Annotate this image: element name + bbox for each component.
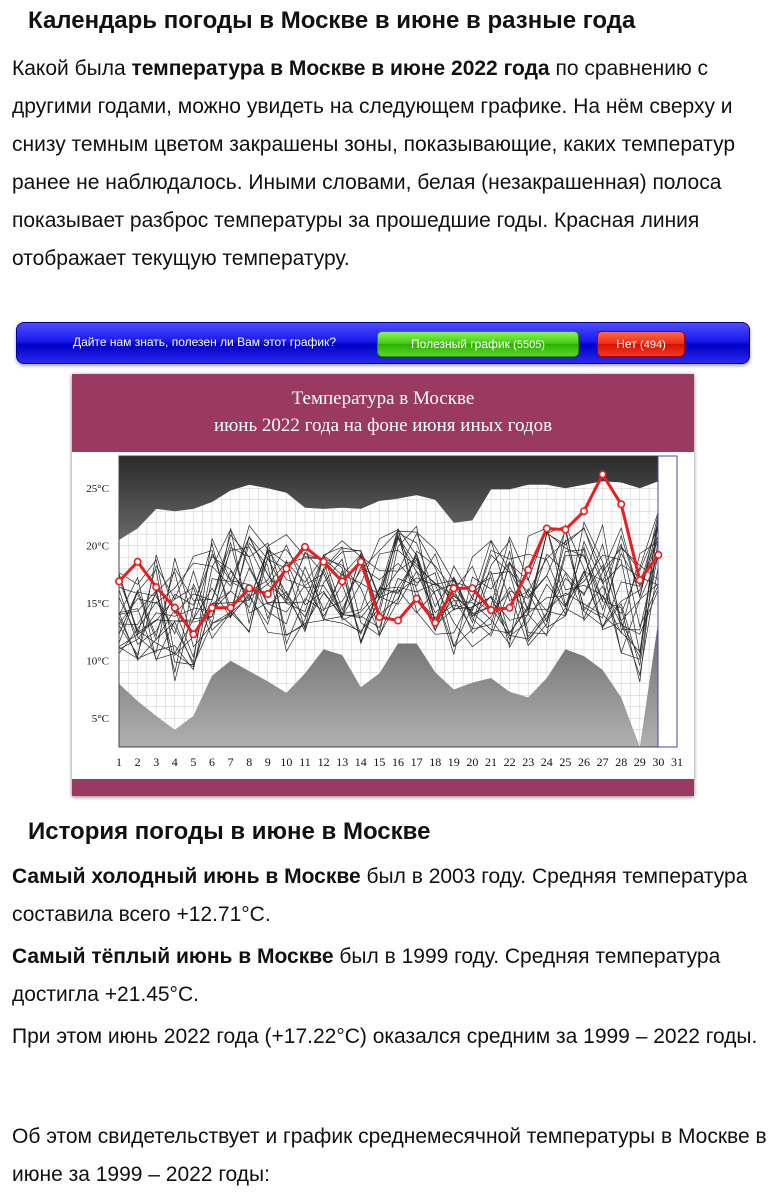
data-point xyxy=(283,566,289,572)
x-tick-label: 1 xyxy=(116,755,122,769)
data-point xyxy=(153,584,159,590)
coldest-paragraph xyxy=(12,858,772,934)
data-point xyxy=(134,559,140,565)
x-tick-label: 24 xyxy=(540,755,553,769)
feedback-question: Дайте нам знать, полезен ли Вам этот график? xyxy=(73,335,337,349)
x-tick-label: 13 xyxy=(336,755,349,769)
x-tick-label: 27 xyxy=(596,755,609,769)
chart-footer xyxy=(72,779,694,796)
data-point xyxy=(376,614,382,620)
x-tick-label: 21 xyxy=(485,755,497,769)
data-point xyxy=(599,471,605,477)
history-heading: История погоды в июне в Москве xyxy=(28,818,431,845)
data-point xyxy=(172,605,178,611)
data-point xyxy=(358,559,364,565)
y-tick-label: 25°C xyxy=(86,483,109,496)
data-point xyxy=(395,617,401,623)
data-point xyxy=(469,585,475,591)
intro-paragraph xyxy=(12,50,772,278)
x-tick-label: 30 xyxy=(652,755,665,769)
temperature-chart xyxy=(72,374,694,796)
x-tick-label: 20 xyxy=(466,755,479,769)
chart-title: Температура в Москве xyxy=(291,388,475,409)
data-point xyxy=(413,595,419,601)
chart-header xyxy=(72,374,694,452)
x-tick-label: 28 xyxy=(615,755,628,769)
data-point xyxy=(227,605,233,611)
coldest-text: был в 2003 году. Средняя температура составила всего +12.71°C. xyxy=(12,865,748,926)
day-31-column xyxy=(658,456,677,747)
warmest-paragraph xyxy=(12,938,772,1014)
y-tick-label: 10°C xyxy=(86,655,109,668)
not-useful-count: (494) xyxy=(640,339,666,351)
warmest-text: был в 1999 году. Средняя температура достигла +21.45°C. xyxy=(12,945,721,1006)
x-tick-label: 29 xyxy=(633,755,646,769)
x-tick-label: 15 xyxy=(373,755,386,769)
data-point xyxy=(116,578,122,584)
y-tick-label: 15°C xyxy=(86,598,109,611)
data-point xyxy=(488,607,494,613)
data-point xyxy=(544,525,550,531)
data-point xyxy=(581,508,587,514)
data-point xyxy=(302,544,308,550)
data-point xyxy=(451,585,457,591)
useful-chart-button[interactable] xyxy=(377,331,579,357)
data-point xyxy=(265,591,271,597)
data-point xyxy=(209,605,215,611)
x-tick-label: 7 xyxy=(227,755,234,769)
x-tick-label: 22 xyxy=(503,755,516,769)
x-tick-label: 8 xyxy=(246,755,253,769)
x-tick-label: 16 xyxy=(392,755,404,769)
x-tick-label: 11 xyxy=(299,755,311,769)
intro-text-1: Какой была xyxy=(12,57,132,80)
data-point xyxy=(562,526,568,532)
x-tick-label: 23 xyxy=(522,755,535,769)
coldest-bold: Самый холодный июнь в Москве xyxy=(12,865,361,888)
x-tick-label: 18 xyxy=(429,755,442,769)
x-tick-label: 10 xyxy=(280,755,293,769)
data-point xyxy=(637,577,643,583)
data-point xyxy=(525,567,531,573)
data-point xyxy=(618,501,624,507)
y-tick-label: 5°C xyxy=(91,713,109,726)
x-tick-label: 25 xyxy=(559,755,572,769)
x-tick-label: 26 xyxy=(578,755,590,769)
not-useful-button[interactable] xyxy=(597,331,685,357)
page-heading: Календарь погоды в Москве в июне в разные года xyxy=(28,7,636,34)
warmest-bold: Самый тёплый июнь в Москве xyxy=(12,945,334,968)
x-tick-label: 14 xyxy=(354,755,367,769)
data-point xyxy=(320,559,326,565)
data-point xyxy=(339,578,345,584)
data-point xyxy=(190,631,196,637)
x-tick-label: 4 xyxy=(171,755,178,769)
data-point xyxy=(506,605,512,611)
chart-svg xyxy=(72,374,694,796)
x-tick-label: 2 xyxy=(134,755,141,769)
x-tick-label: 19 xyxy=(447,755,460,769)
x-tick-label: 9 xyxy=(264,755,271,769)
data-point xyxy=(246,585,252,591)
x-tick-label: 17 xyxy=(410,755,423,769)
intro-text-2: по сравнению с другими годами, можно увидеть на следующем графике. На нём сверху и снизу темным цветом закрашены зоны, показывающие, каких температур ранее не наблюдалось. Иными словами, белая (незакрашенная) полоса показывает разброс температуры за прошедшие годы. Красная линия отображает текущую температуру. xyxy=(12,57,736,270)
outro-paragraph: Об этом свидетельствует и график среднемесячной температуры в Москве в июне за 1999 – 2022 годы: xyxy=(12,1125,767,1186)
x-tick-label: 3 xyxy=(153,755,160,769)
not-useful-label: Нет xyxy=(616,337,637,351)
y-tick-label: 20°C xyxy=(86,540,109,553)
useful-chart-label: Полезный график xyxy=(411,337,510,351)
feedback-bar xyxy=(16,322,750,364)
chart-subtitle: июнь 2022 года на фоне июня иных годов xyxy=(213,415,553,436)
x-tick-label: 12 xyxy=(317,755,330,769)
x-tick-label: 6 xyxy=(209,755,215,769)
x-tick-label: 31 xyxy=(671,755,683,769)
intro-bold: температура в Москве в июне 2022 года xyxy=(131,57,550,80)
x-tick-label: 5 xyxy=(190,755,197,769)
data-point xyxy=(432,620,438,626)
data-point xyxy=(655,552,661,558)
useful-chart-count: (5505) xyxy=(513,339,545,351)
current-paragraph: При этом июнь 2022 года (+17.22°C) оказался средним за 1999 – 2022 годы. xyxy=(12,1025,758,1048)
